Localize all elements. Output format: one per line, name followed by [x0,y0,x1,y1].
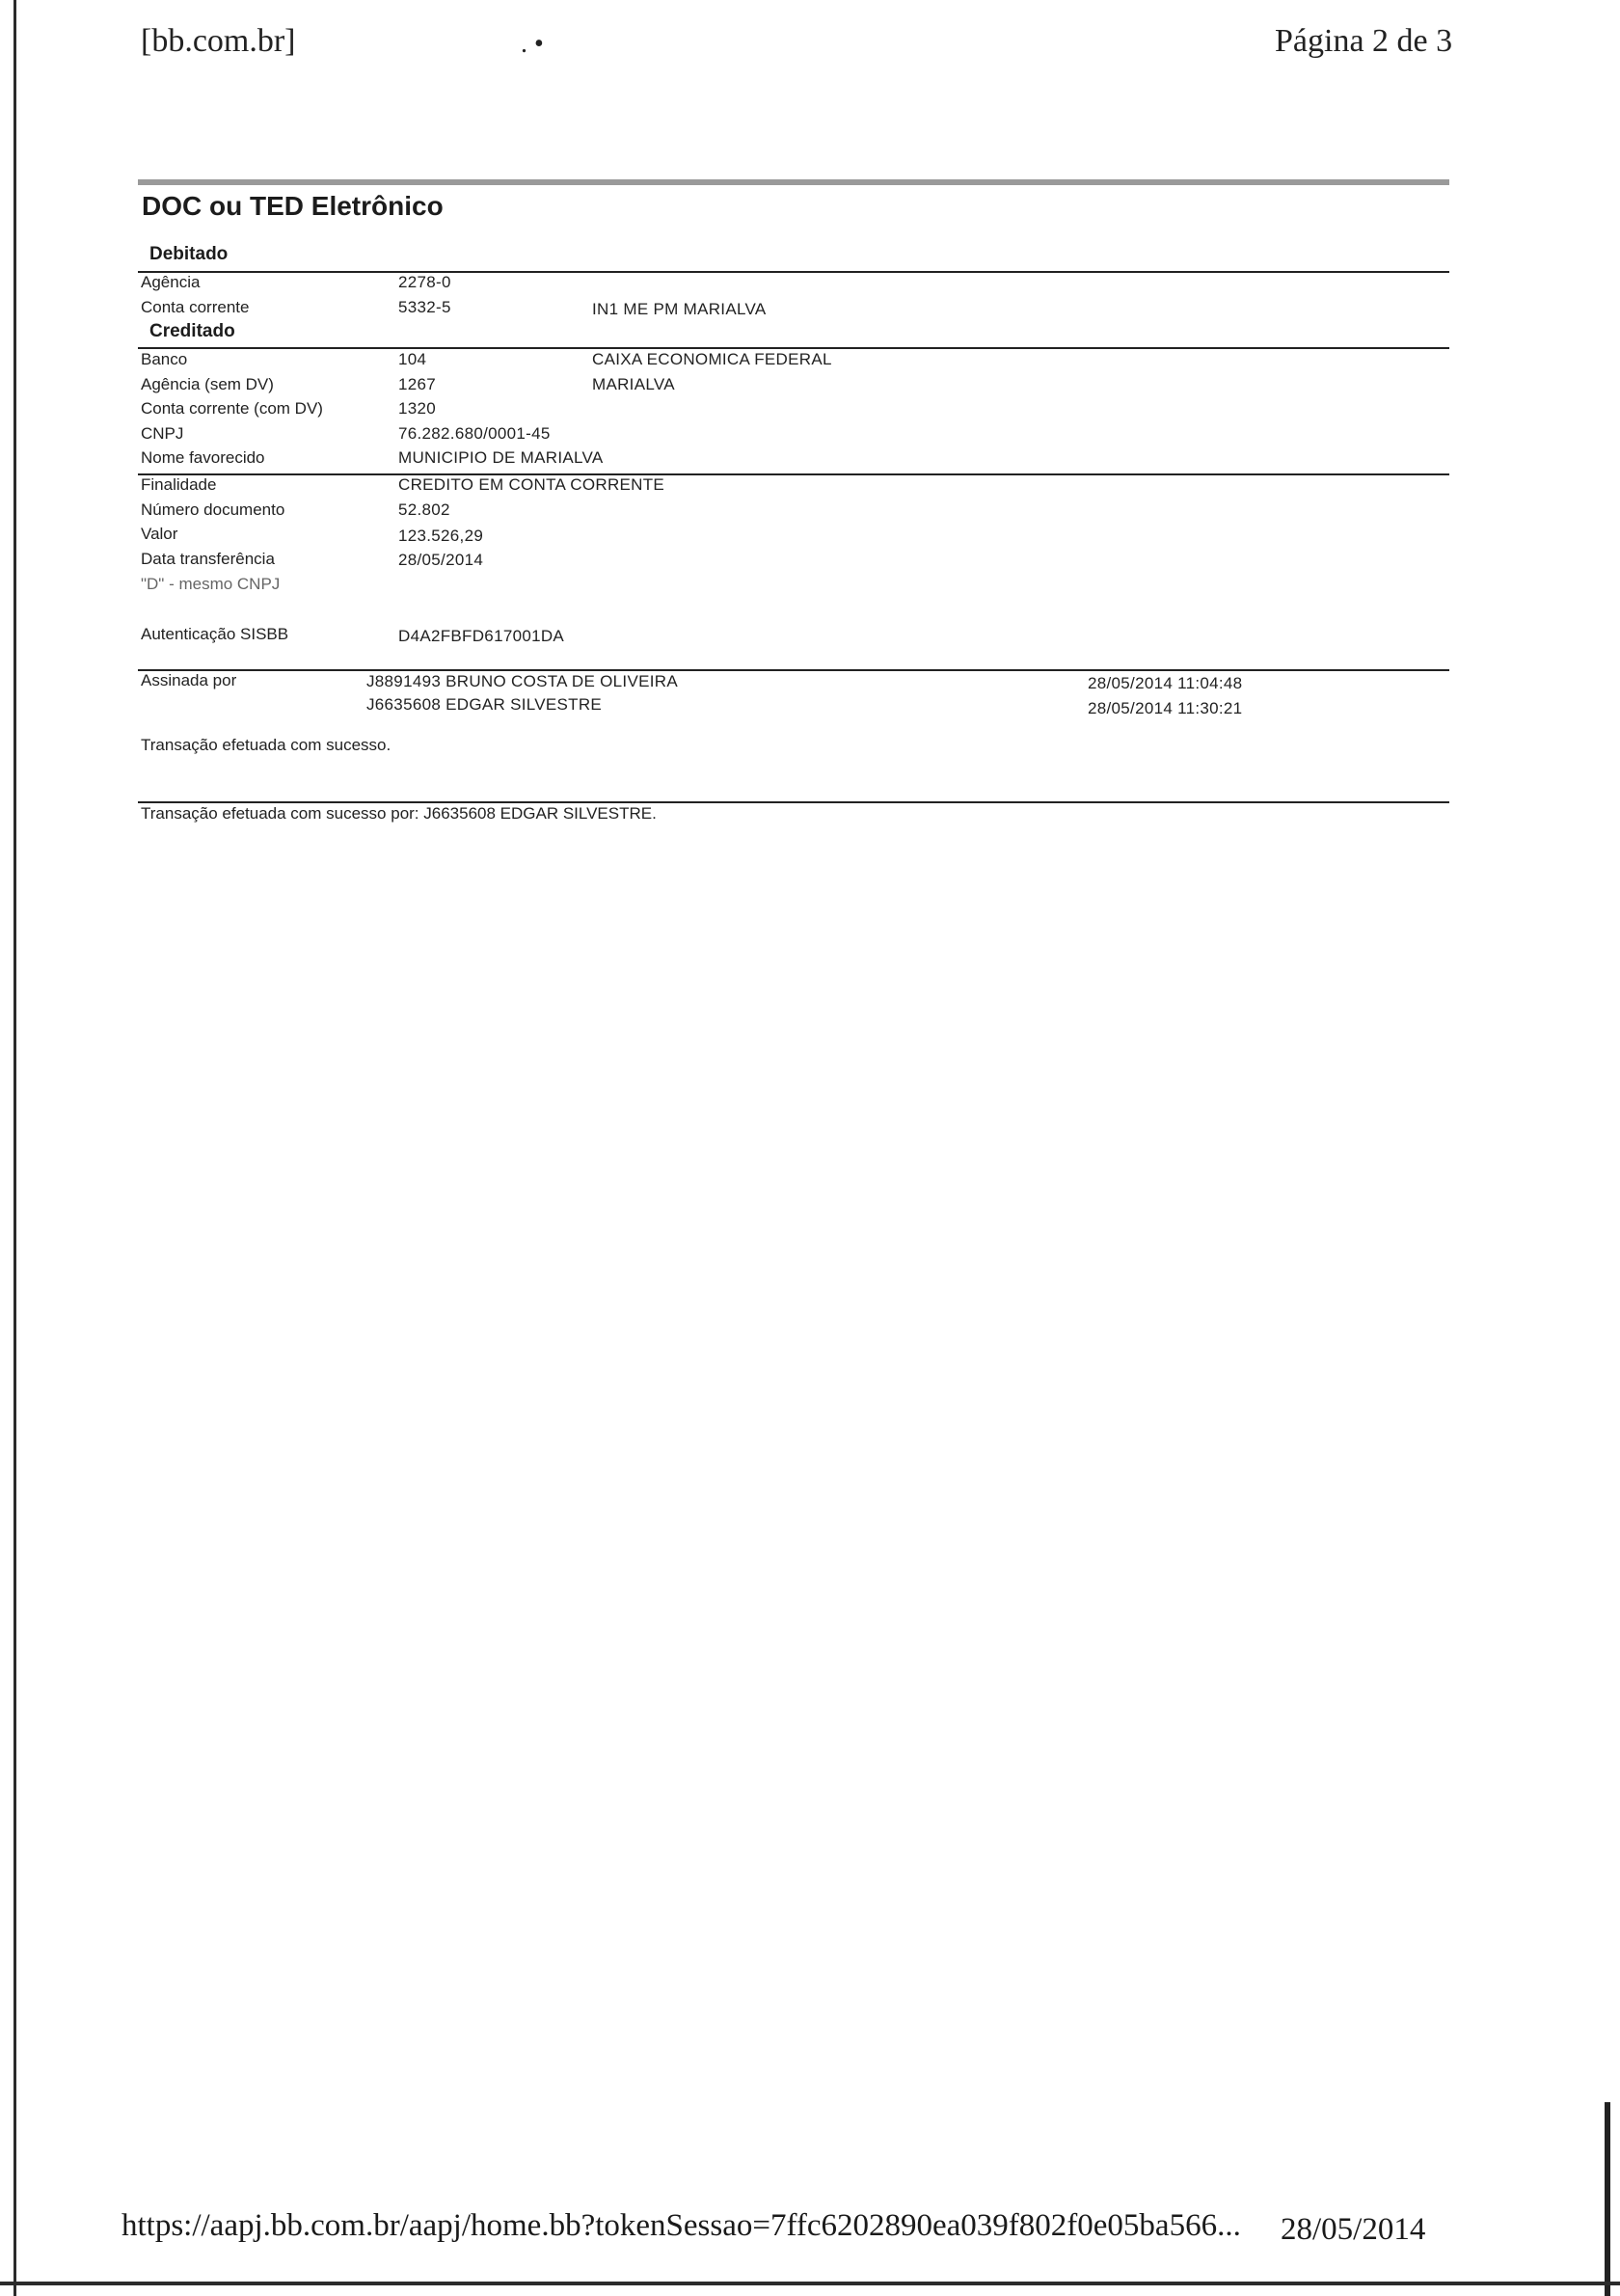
divider [138,669,1449,671]
creditado-agencia-value: 1267 [398,375,437,393]
debitado-agencia-label: Agência [141,273,201,291]
numero-documento-label: Número documento [141,500,285,519]
creditado-conta-value: 1320 [398,399,437,418]
creditado-conta-label: Conta corrente (com DV) [141,399,323,418]
scan-edge-bottom [0,2282,1620,2285]
creditado-agencia-label: Agência (sem DV) [141,375,274,393]
header-page-number: Página 2 de 3 [1275,23,1453,59]
mesmo-cnpj-note: "D" - mesmo CNPJ [141,575,281,593]
debitado-conta-label: Conta corrente [141,298,250,316]
data-transferencia-value: 28/05/2014 [398,551,484,569]
transaction-status-by: Transação efetuada com sucesso por: J6635608 EDGAR SILVESTRE. [141,804,657,823]
signer-datetime: 28/05/2014 11:04:48 [1088,674,1243,692]
creditado-cnpj-label: CNPJ [141,424,184,443]
signer-name: J8891493 BRUNO COSTA DE OLIVEIRA [366,672,678,690]
header-site: [bb.com.br] [141,23,296,59]
debitado-agencia-value: 2278-0 [398,273,451,291]
data-transferencia-label: Data transferência [141,550,275,568]
scan-edge-right [1605,2102,1610,2296]
valor-value: 123.526,29 [398,527,484,545]
page-title: DOC ou TED Eletrônico [142,191,444,221]
autenticacao-label: Autenticação SISBB [141,625,289,643]
section-debitado-heading: Debitado [149,244,229,264]
creditado-cnpj-value: 76.282.680/0001-45 [398,424,551,443]
signer-datetime: 28/05/2014 11:30:21 [1088,699,1243,717]
divider [138,347,1449,349]
scan-edge-left [14,0,16,2296]
creditado-banco-label: Banco [141,350,188,368]
divider [138,801,1449,803]
title-bar [138,179,1449,185]
header-marks: . • [521,29,544,59]
divider [138,473,1449,475]
creditado-banco-value: 104 [398,350,427,368]
transaction-status: Transação efetuada com sucesso. [141,736,392,754]
signer-name: J6635608 EDGAR SILVESTRE [366,695,603,714]
debitado-conta-name: IN1 ME PM MARIALVA [592,300,767,318]
footer-date: 28/05/2014 [1281,2212,1426,2247]
finalidade-value: CREDITO EM CONTA CORRENTE [398,475,665,494]
creditado-nome-value: MUNICIPIO DE MARIALVA [398,448,604,467]
finalidade-label: Finalidade [141,475,217,494]
debitado-conta-value: 5332-5 [398,298,451,316]
creditado-nome-label: Nome favorecido [141,448,265,467]
assinada-por-label: Assinada por [141,671,237,689]
creditado-agencia-name: MARIALVA [592,375,675,393]
footer-url: https://aapj.bb.com.br/aapj/home.bb?tokenSessao=7ffc6202890ea039f802f0e05ba566... [122,2208,1241,2243]
creditado-banco-name: CAIXA ECONOMICA FEDERAL [592,350,832,368]
numero-documento-value: 52.802 [398,500,450,519]
autenticacao-value: D4A2FBFD617001DA [398,627,565,645]
valor-label: Valor [141,525,178,543]
divider [138,271,1449,273]
section-creditado-heading: Creditado [149,321,235,341]
